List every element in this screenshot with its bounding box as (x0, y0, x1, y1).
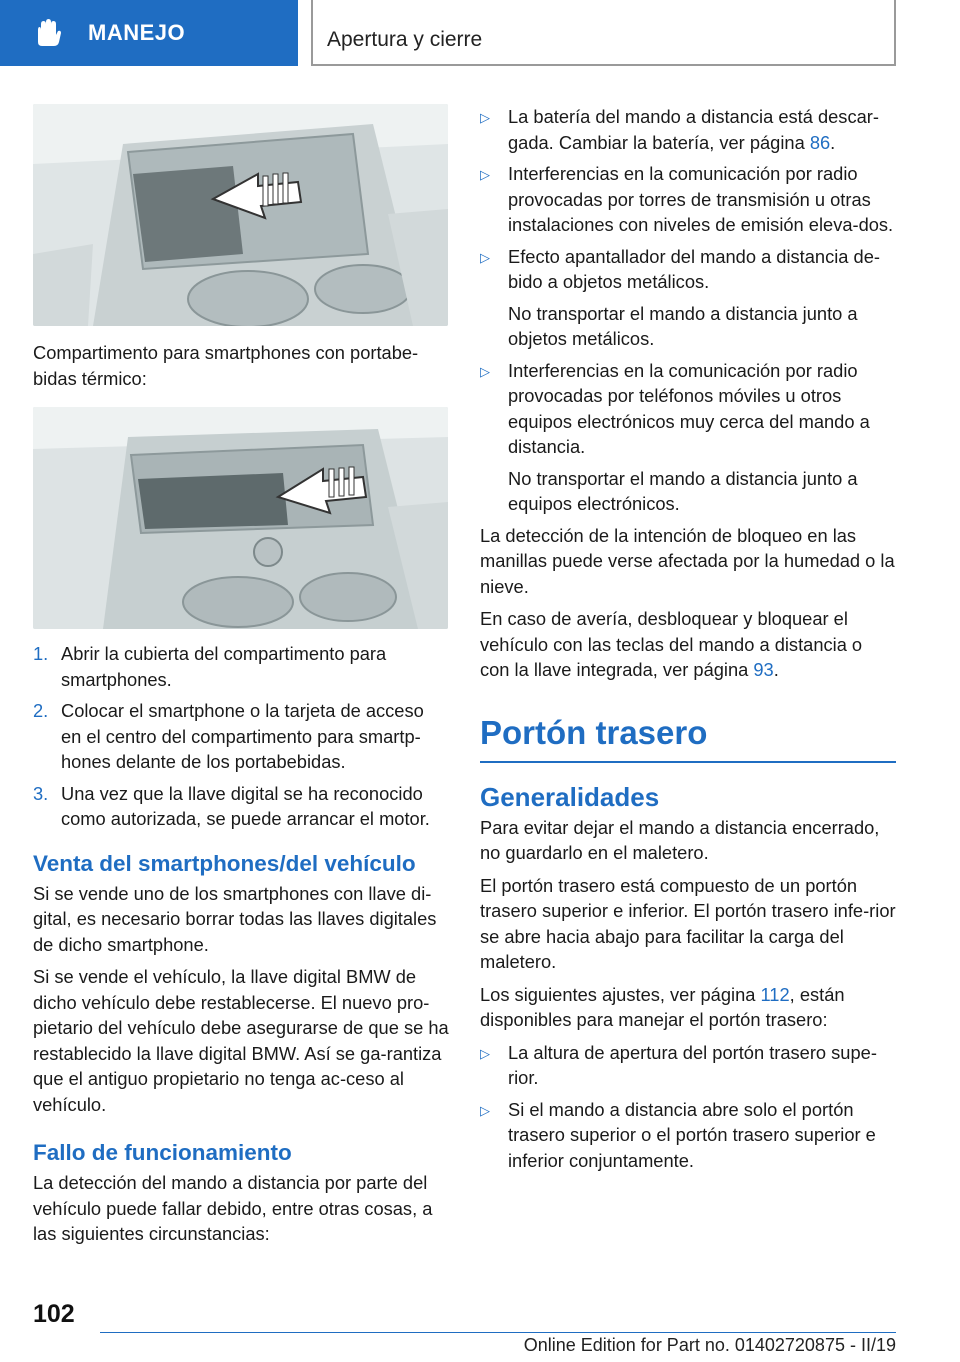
step-text: Una vez que la llave digital se ha reconocido como autorizada, se puede arrancar el motor. (61, 782, 430, 829)
venta-paragraph-1: Si se vende uno de los smartphones con llave di-gital, es necesario borrar todas las llaves digitales de dicho smartphone. (33, 882, 437, 955)
general-paragraph-1: Para evitar dejar el mando a distancia encerrado, no guardarlo en el maletero. (480, 816, 880, 863)
bullet-continuation: No transportar el mando a distancia junto a equipos electrónicos. (508, 467, 858, 514)
page-link[interactable]: 93 (753, 659, 774, 680)
venta-heading: Venta del smartphones/del vehículo (33, 850, 416, 876)
list-item (480, 161, 896, 238)
steps-list (33, 641, 449, 832)
list-item (33, 781, 449, 832)
steering-hand-icon (30, 16, 64, 50)
bullet-triangle-icon: ▷ (480, 110, 490, 125)
figure-caption: Compartimento para smartphones con portabe-bidas térmico: (33, 342, 419, 389)
list-item (480, 244, 896, 295)
step-text: Abrir la cubierta del compartimento para smartphones. (61, 643, 387, 690)
fallo-heading: Fallo de funcionamiento (33, 1140, 292, 1165)
averia-paragraph: En caso de avería, desbloquear y bloquear el vehículo con las teclas del mando a distancia o con la llave integrada, ver página 93. (480, 608, 863, 680)
step-number: 1. (33, 643, 49, 664)
bullet-text: Interferencias en la comunicación por radio provocadas por teléfonos móviles u otros equipos electrónicos muy cerca del mando a distancia. (508, 359, 870, 457)
bullet-text: La batería del mando a distancia está descar-gada. Cambiar la batería, ver página 86. (508, 106, 879, 153)
bullet-triangle-icon: ▷ (480, 1102, 490, 1118)
porton-heading: Portón trasero (480, 713, 896, 763)
list-item (480, 1097, 896, 1174)
console-image-top (33, 104, 448, 326)
list-item (480, 358, 896, 460)
footer-edition: Online Edition for Part no. 01402720875 - II/19 (523, 1335, 896, 1355)
step-number: 3. (33, 782, 49, 804)
list-item (33, 698, 449, 775)
console-image-bottom (33, 407, 448, 629)
general-paragraph-2: El portón trasero está compuesto de un portón trasero superior e inferior. El portón trasero infe-rior se abre hacia abajo para facilitar la carga del maletero. (480, 874, 896, 972)
bullet-text: Si el mando a distancia abre solo el portón trasero superior o el portón trasero superior e inferior conjuntamente. (508, 1098, 876, 1171)
page-link[interactable]: 112 (760, 983, 790, 1005)
bullet-text: La altura de apertura del portón trasero supe-rior. (508, 1041, 877, 1088)
bullet-continuation: No transportar el mando a distancia junto a objetos metálicos. (508, 302, 858, 349)
bullet-text: Efecto apantallador del mando a distancia de-bido a objetos metálicos. (508, 245, 880, 292)
generalidades-heading: Generalidades (480, 781, 660, 812)
page-number: 102 (33, 1300, 75, 1328)
bullet-text: Interferencias en la comunicación por radio provocadas por torres de transmisión u otras instalaciones con niveles de emisión eleva-dos. (508, 163, 894, 235)
fallo-paragraph: La detección del mando a distancia por parte del vehículo puede fallar debido, entre otras cosas, a las siguientes circunstancias: (33, 1172, 433, 1244)
right-column (480, 104, 896, 1179)
list-item (480, 1040, 896, 1091)
bullet-triangle-icon: ▷ (480, 1045, 490, 1061)
chapter-title: Apertura y cierre (327, 28, 483, 51)
bullet-triangle-icon: ▷ (480, 249, 490, 265)
left-column (33, 104, 449, 1254)
bullet-triangle-icon: ▷ (480, 167, 490, 182)
step-text: Colocar el smartphone o la tarjeta de acceso en el centro del compartimento para smartp-hones delante de los portabebidas. (61, 700, 424, 772)
page-link[interactable]: 86 (809, 131, 831, 153)
list-item (33, 641, 449, 692)
step-number: 2. (33, 700, 49, 721)
footer-divider (100, 1332, 896, 1333)
section-tab-label: MANEJO (88, 20, 186, 45)
bullet-triangle-icon: ▷ (480, 363, 490, 379)
venta-paragraph-2: Si se vende el vehículo, la llave digital BMW de dicho vehículo debe restablecerse. El nuevo pro-pietario del vehículo debe asegurarse de que se ha restablecido la llave digital BMW. Así se ga-rantiza que el antiguo propietario no tenga ac-ceso al vehículo. (33, 966, 449, 1115)
chapter-header (311, 0, 896, 66)
bloqueo-paragraph: La detección de la intención de bloqueo en las manillas puede verse afectada por la humedad o la nieve. (480, 524, 895, 597)
section-tab (0, 0, 298, 66)
list-item (480, 104, 896, 155)
general-paragraph-3: Los siguientes ajustes, ver página 112, están disponibles para manejar el portón trasero: (480, 983, 845, 1030)
